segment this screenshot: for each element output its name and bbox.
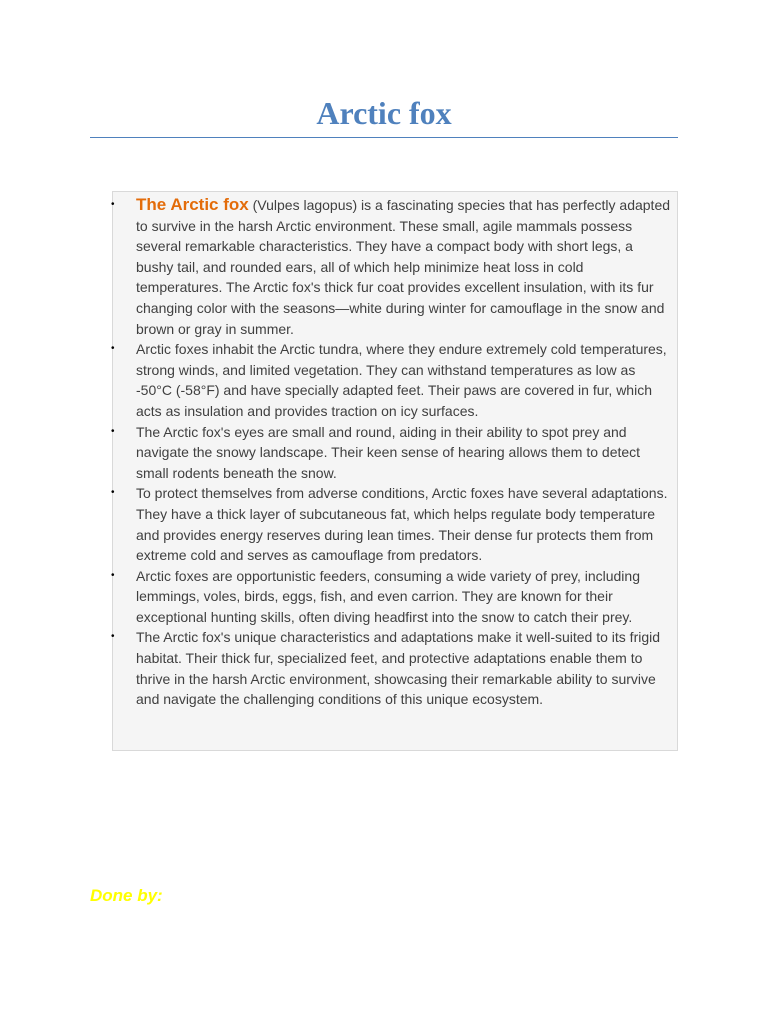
bullet-list [113,192,677,710]
paragraph-text: Arctic foxes are opportunistic feeders, consuming a wide variety of prey, including lemmings, voles, birds, eggs, fish, and even carrion. They are known for their exceptional hunting skills, often diving headfirst into the snow to catch their prey. [136,567,640,625]
bullet-icon: • [111,425,115,437]
list-item [113,195,677,339]
page-title: Arctic fox [316,95,452,131]
paragraph-text: The Arctic fox's eyes are small and round, aiding in their ability to spot prey and navigate the snowy landscape. Their keen sense of hearing allows them to detect small rodents beneath the snow. [136,423,641,481]
paragraph-text: To protect themselves from adverse conditions, Arctic foxes have several adaptations. They have a thick layer of subcutaneous fat, which helps regulate body temperature and provides energy reserves during lean times. Their dense fur protects them from extreme cold and serves as camouflage from predators. [136,485,668,564]
paragraph-text: Arctic foxes inhabit the Arctic tundra, where they endure extremely cold temperatures, strong winds, and limited vegetation. They can withstand temperatures as low as -50°C (-58°F) and have specially adapted feet. Their paws are covered in fur, which acts as insulation and provides traction on icy surfaces. [136,341,667,419]
list-item [113,339,677,421]
paragraph-text: The Arctic fox's unique characteristics and adaptations make it well-suited to its frigid habitat. Their thick fur, specialized feet, and protective adaptations enable them to thrive in the harsh Arctic environment, showcasing their remarkable ability to survive and navigate the challenging conditions of this unique ecosystem. [136,629,661,708]
done-by-label: Done by: [90,886,163,905]
list-item [113,422,677,484]
bullet-icon: • [111,487,115,499]
title-underline [90,137,678,138]
bullet-icon: • [111,199,115,210]
paragraph-text: (Vulpes lagopus) is a fascinating species that has perfectly adapted to survive in the harsh Arctic environment. These small, agile mammals possess several remarkable characteristics. They have a compact body with short legs, a bushy tail, and rounded ears, all of which help minimize heat loss in cold temperatures. The Arctic fox's thick fur coat provides excellent insulation, with its fur changing color with the seasons—white during winter for camouflage in the snow and brown or gray in summer. [136,197,671,337]
bullet-icon: • [111,631,115,643]
bullet-icon: • [111,569,115,581]
list-item [113,627,677,709]
list-item [113,483,677,565]
content-box [112,191,678,751]
bullet-icon: • [111,343,115,355]
lead-phrase: The Arctic fox [136,195,249,214]
list-item [113,566,677,628]
